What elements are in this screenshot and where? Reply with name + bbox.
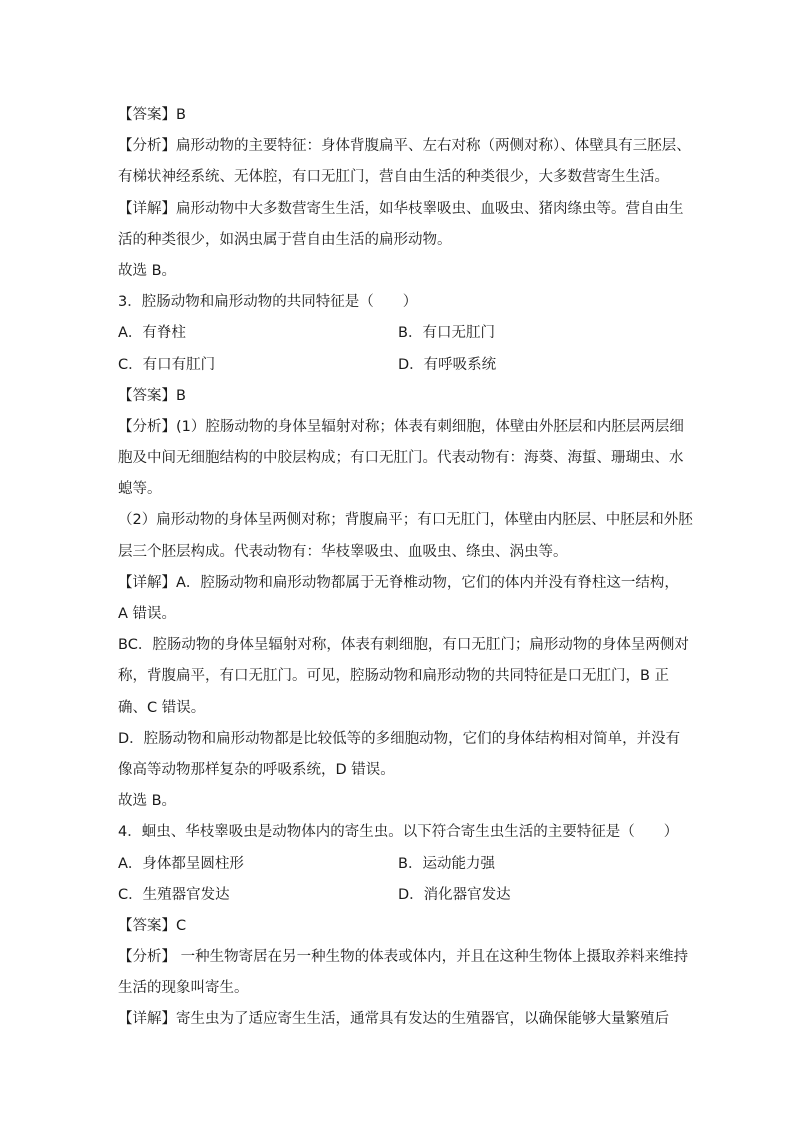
q3-answer [118, 381, 678, 412]
q2-analysis-line: 有梯状神经系统、无体腔，有口无肛门，营自由生活的种类很少，大多数营寄生生活。 [118, 169, 669, 186]
option-b: B．运动能力强 [398, 855, 495, 872]
answer-value: B [176, 387, 186, 404]
q4-analysis-line: 【分析】 一种生物寄居在另一种生物的体表或体内，并且在这种生物体上摄取养料来维持 [118, 949, 689, 966]
answer-tag: 【答案】 [118, 107, 176, 123]
option-c: C．生殖器官发达 [118, 886, 230, 903]
q2-analysis-line: 【分析】扁形动物的主要特征：身体背腹扁平、左右对称（两侧对称）、体壁具有三胚层、 [118, 138, 691, 155]
q3-analysis-line: 胞及中间无细胞结构的中胶层构成；有口无肛门。代表动物有：海葵、海蜇、珊瑚虫、水 [118, 450, 684, 467]
q3-analysis-line: 层三个胚层构成。代表动物有：华枝睾吸虫、血吸虫、绦虫、涡虫等。 [118, 543, 568, 560]
answer-value: B [176, 107, 186, 123]
q4-detail-line: 【详解】寄生虫为了适应寄生生活，通常具有发达的生殖器官，以确保能够大量繁殖后 [118, 1011, 669, 1028]
q3-stem: 3．腔肠动物和扁形动物的共同特征是（ ） [118, 294, 418, 311]
q3-analysis-line: 【分析】(1）腔肠动物的身体呈辐射对称；体表有刺细胞，体壁由外胚层和内胚层两层细 [118, 418, 684, 435]
option-c: C．有口有肛门 [118, 356, 216, 373]
q2-detail-line: 活的种类很少，如涡虫属于营自由生活的扁形动物。 [118, 231, 452, 248]
q3-detail-line: A 错误。 [118, 606, 177, 622]
q4-analysis-line: 生活的现象叫寄生。 [118, 980, 249, 997]
q3-options-row-1 [118, 318, 678, 349]
analysis-tag: 【分析】 [118, 418, 176, 435]
q4-options-row-2 [118, 880, 678, 911]
q3-analysis-line: （2）扁形动物的身体呈两侧对称；背腹扁平；有口无肛门，体壁由内胚层、中胚层和外胚 [118, 512, 693, 529]
q3-detail-line: D．腔肠动物和扁形动物都是比较低等的多细胞动物，它们的身体结构相对简单，并没有 [118, 730, 681, 747]
option-b: B．有口无肛门 [398, 325, 495, 342]
q2-detail-line: 【详解】扁形动物中大多数营寄生生活，如华枝睾吸虫、血吸虫、猪肉绦虫等。营自由生 [118, 200, 684, 217]
q4-stem: 4．蛔虫、华枝睾吸虫是动物体内的寄生虫。以下符合寄生虫生活的主要特征是（ ） [118, 824, 679, 841]
detail-tag: 【详解】 [118, 574, 176, 591]
answer-tag: 【答案】 [118, 917, 176, 934]
q3-detail-line: 确、C 错误。 [118, 699, 206, 716]
q4-answer [118, 911, 678, 942]
q3-detail-line: BC．腔肠动物的身体呈辐射对称，体表有刺细胞，有口无肛门；扁形动物的身体呈两侧对 [118, 637, 689, 654]
option-d: D．消化器官发达 [398, 886, 511, 903]
answer-value: C [176, 917, 187, 934]
q3-detail-line: 【详解】A．腔肠动物和扁形动物都属于无脊椎动物，它们的体内并没有脊柱这一结构， [118, 574, 679, 591]
q2-answer [118, 100, 678, 131]
q3-detail-line: 像高等动物那样复杂的呼吸系统，D 错误。 [118, 761, 395, 778]
option-a: A．有脊柱 [118, 325, 186, 342]
detail-tag: 【详解】 [118, 1011, 176, 1028]
option-d: D．有呼吸系统 [398, 356, 497, 373]
detail-tag: 【详解】 [118, 200, 176, 217]
q4-options-row-1 [118, 849, 678, 880]
q3-analysis-line: 螅等。 [118, 481, 162, 498]
option-a: A．身体都呈圆柱形 [118, 855, 244, 872]
document-body [118, 100, 693, 1036]
q3-options-row-2 [118, 350, 678, 381]
q3-conclusion: 故选 B。 [118, 793, 177, 810]
q3-detail-line: 称，背腹扁平，有口无肛门。可见，腔肠动物和扁形动物的共同特征是口无肛门，B 正 [118, 668, 670, 685]
answer-tag: 【答案】 [118, 387, 176, 404]
analysis-tag: 【分析】 [118, 949, 176, 966]
analysis-tag: 【分析】 [118, 138, 176, 155]
q2-conclusion: 故选 B。 [118, 262, 177, 279]
